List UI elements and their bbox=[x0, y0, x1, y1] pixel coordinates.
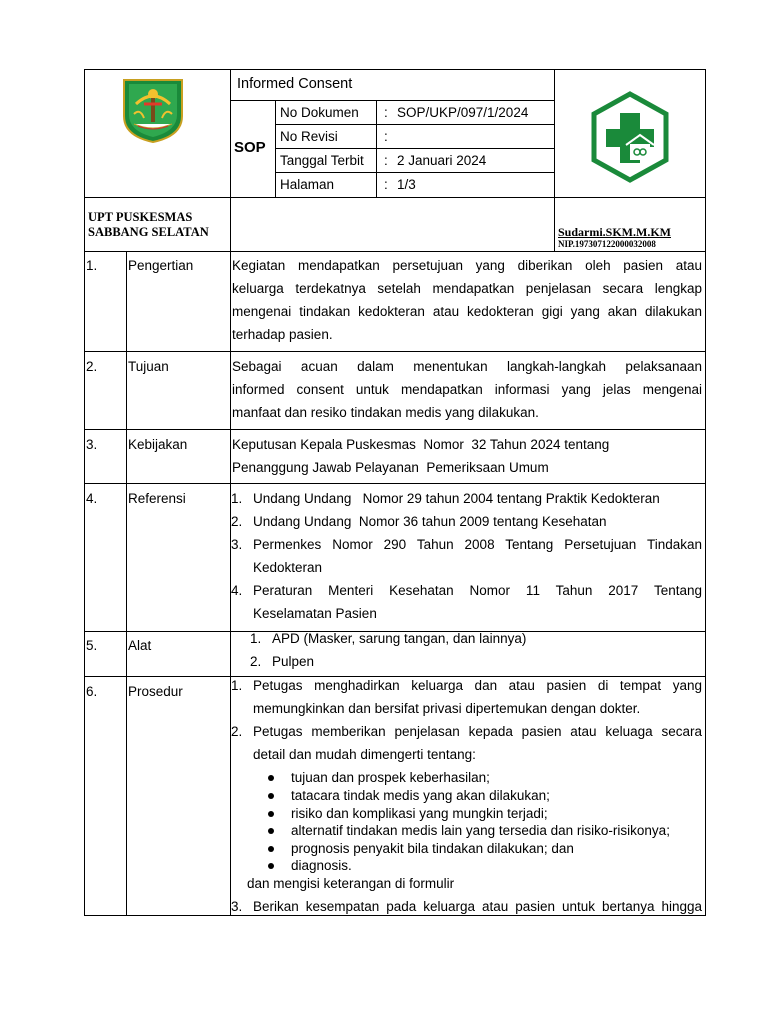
reference-item: 1. Undang Undang Nomor 29 tahun 2004 tentang Praktik Kedokteran bbox=[231, 491, 660, 506]
tool-item-number: 1. bbox=[250, 631, 262, 646]
text-line: manfaat dan resiko tindakan medis yang dilakukan. bbox=[232, 405, 539, 420]
pengertian-text bbox=[232, 254, 702, 346]
section-title-referensi: Referensi bbox=[128, 491, 186, 506]
section-title-kebijakan: Kebijakan bbox=[128, 437, 188, 452]
header-right-logo bbox=[590, 91, 670, 183]
reference-item: 2. Undang Undang Nomor 36 tahun 2009 tentang Kesehatan bbox=[231, 514, 607, 529]
section-title-alat: Alat bbox=[128, 638, 152, 653]
bullet-icon bbox=[268, 846, 274, 852]
field-label-tanggal-terbit: Tanggal Terbit bbox=[280, 153, 364, 168]
field-value-halaman: 1/3 bbox=[397, 177, 416, 192]
text-line: informed consent untuk mendapatkan informasi yang jelas mengenai bbox=[232, 382, 702, 397]
header-left-logo bbox=[120, 74, 186, 144]
section-number: 4. bbox=[86, 491, 98, 506]
section-number: 2. bbox=[86, 359, 98, 374]
text-line: Keputusan Kepala Puskesmas Nomor 32 Tahun 2024 tentang bbox=[232, 437, 610, 452]
regional-emblem-icon bbox=[120, 74, 186, 144]
field-value-tanggal-terbit: 2 Januari 2024 bbox=[397, 153, 487, 168]
field-label-no-revisi: No Revisi bbox=[280, 129, 338, 144]
section-number: 5. bbox=[86, 638, 98, 653]
bullet-icon bbox=[268, 793, 274, 799]
section-title-prosedur: Prosedur bbox=[128, 684, 183, 699]
sop-label: SOP bbox=[234, 139, 266, 156]
field-label-halaman: Halaman bbox=[280, 177, 335, 192]
field-value-no-dokumen: SOP/UKP/097/1/2024 bbox=[397, 105, 529, 120]
org-name-line1: UPT PUSKESMAS bbox=[88, 210, 193, 224]
procedure-step: 2. Petugas memberikan penjelasan kepada pasien atau keluaga secara detail dan mudah dimengerti tentang: bbox=[231, 724, 702, 762]
text-line: Kegiatan mendapatkan persetujuan yang diberikan oleh pasien atau bbox=[232, 258, 702, 273]
field-sep-tanggal-terbit: : bbox=[384, 153, 388, 168]
procedure-step: 1. Petugas menghadirkan keluarga dan atau pasien di tempat yang memungkinkan dan bersifat privasi dipertemukan dengan dokter. bbox=[231, 678, 702, 716]
text-line: mengenai tindakan kedokteran atau kedokteran gigi yang akan dilakukan bbox=[232, 304, 702, 319]
puskesmas-logo-icon bbox=[590, 91, 670, 183]
org-name-line2: SABBANG SELATAN bbox=[88, 225, 209, 239]
bullet-icon bbox=[268, 828, 274, 834]
signer-nip: NIP.197307122000032008 bbox=[558, 239, 656, 249]
text-line: Sebagai acuan dalam menentukan langkah-langkah pelaksanaan bbox=[232, 359, 702, 374]
section-number: 1. bbox=[86, 258, 98, 273]
kebijakan-text bbox=[232, 433, 702, 479]
section-number: 3. bbox=[86, 437, 98, 452]
text-line: keluarga terdekatnya setelah mendapatkan penjelasan secara lengkap bbox=[232, 281, 702, 296]
tool-item: Pulpen bbox=[272, 654, 315, 669]
field-label-no-dokumen: No Dokumen bbox=[280, 105, 359, 120]
section-number: 6. bbox=[86, 684, 98, 699]
bullet-icon bbox=[268, 811, 274, 817]
procedure-note: dan mengisi keterangan di formulir bbox=[247, 876, 455, 891]
tujuan-text bbox=[232, 355, 702, 424]
section-title-tujuan: Tujuan bbox=[128, 359, 169, 374]
reference-item: 3. Permenkes Nomor 290 Tahun 2008 Tentang Persetujuan Tindakan Kedokteran bbox=[231, 537, 702, 575]
field-sep-halaman: : bbox=[384, 177, 388, 192]
tool-item: APD (Masker, sarung tangan, dan lainnya) bbox=[272, 631, 527, 646]
tool-item-number: 2. bbox=[250, 654, 262, 669]
section-title-pengertian: Pengertian bbox=[128, 258, 194, 273]
bullet-icon bbox=[268, 863, 274, 869]
field-sep-no-dokumen: : bbox=[384, 105, 388, 120]
procedure-step: 3. Berikan kesempatan pada keluarga atau pasien untuk bertanya hingga bbox=[231, 899, 702, 914]
signer-name: Sudarmi.SKM.M.KM bbox=[558, 225, 671, 239]
reference-item: 4. Peraturan Menteri Kesehatan Nomor 11 Tahun 2017 Tentang Keselamatan Pasien bbox=[231, 583, 702, 621]
document-title: Informed Consent bbox=[237, 76, 353, 92]
bullet-icon bbox=[268, 775, 274, 781]
text-line: terhadap pasien. bbox=[232, 327, 333, 342]
text-line: Penanggung Jawab Pelayanan Pemeriksaan Umum bbox=[232, 460, 549, 475]
field-sep-no-revisi: : bbox=[384, 129, 388, 144]
